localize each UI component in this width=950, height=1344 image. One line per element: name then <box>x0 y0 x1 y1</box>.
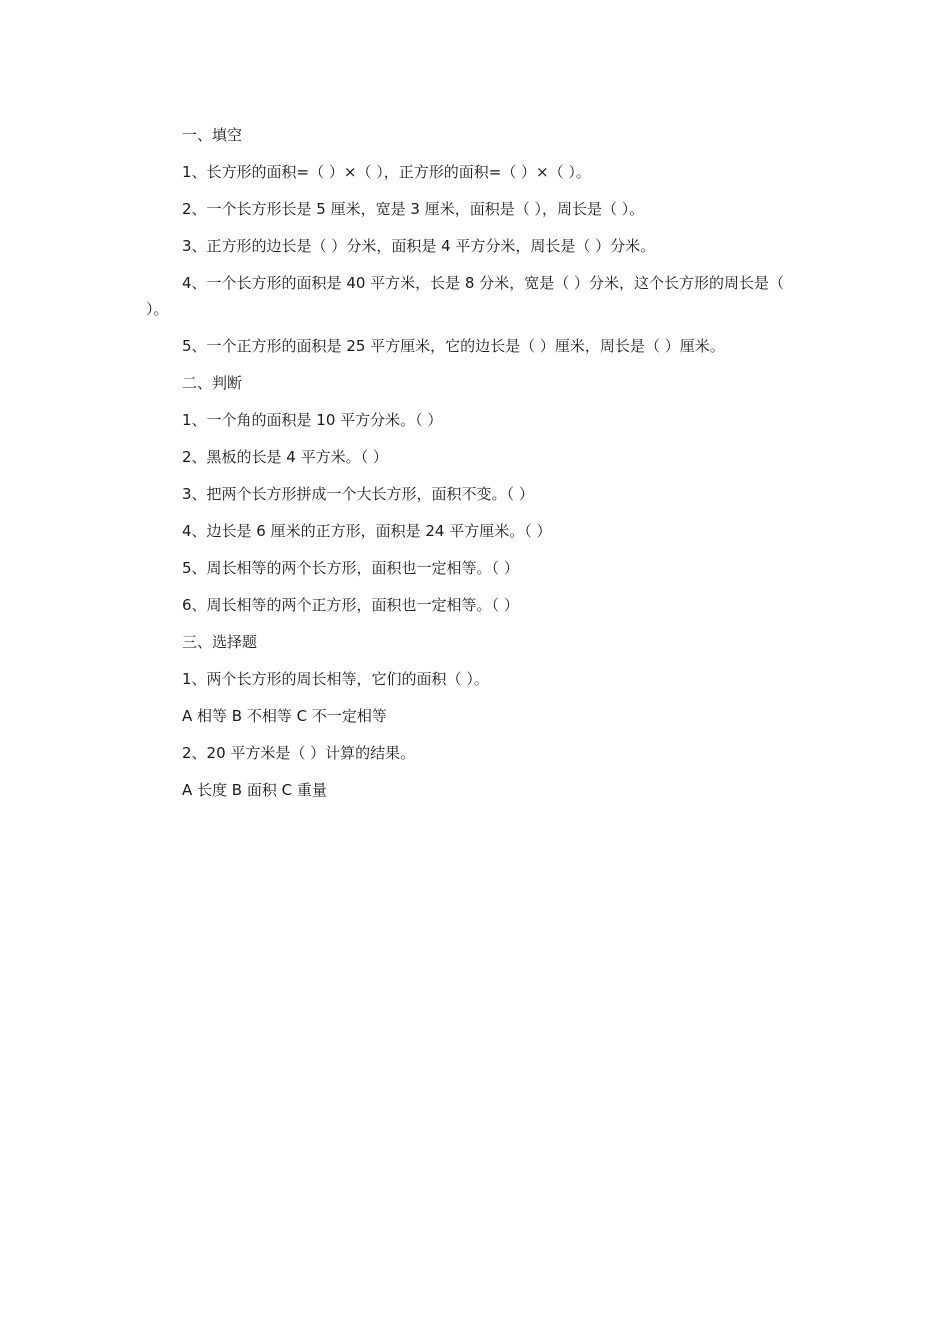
choice-question-1-options: A 相等 B 不相等 C 不一定相等 <box>182 707 387 725</box>
choice-question-2: 2、20 平方米是（ ）计算的结果。 <box>182 744 416 762</box>
fill-in-question-2: 2、一个长方形长是 5 厘米，宽是 3 厘米，面积是（ ），周长是（ ）。 <box>182 200 645 218</box>
worksheet-content <box>146 122 806 814</box>
true-false-question-6: 6、周长相等的两个正方形，面积也一定相等。（ ） <box>182 596 519 614</box>
fill-in-question-3: 3、正方形的边长是（ ）分米，面积是 4 平方分米，周长是（ ）分米。 <box>182 237 656 255</box>
section-title-fill-in: 一、填空 <box>182 126 243 144</box>
section-title-multiple-choice: 三、选择题 <box>182 633 258 651</box>
true-false-question-5: 5、周长相等的两个长方形，面积也一定相等。（ ） <box>182 559 519 577</box>
true-false-question-4: 4、边长是 6 厘米的正方形，面积是 24 平方厘米。（ ） <box>182 522 552 540</box>
choice-question-2-options: A 长度 B 面积 C 重量 <box>182 781 327 799</box>
true-false-question-2: 2、黑板的长是 4 平方米。（ ） <box>182 448 388 466</box>
true-false-question-3: 3、把两个长方形拼成一个大长方形，面积不变。（ ） <box>182 485 534 503</box>
true-false-question-1: 1、一个角的面积是 10 平方分米。（ ） <box>182 411 443 429</box>
fill-in-question-1: 1、长方形的面积=（ ）×（ ），正方形的面积=（ ）×（ ）。 <box>182 163 591 181</box>
fill-in-question-5: 5、一个正方形的面积是 25 平方厘米，它的边长是（ ）厘米，周长是（ ）厘米。 <box>182 337 725 355</box>
fill-in-question-4: 4、一个长方形的面积是 40 平方米，长是 8 分米，宽是（ ）分米，这个长方形的周长是（ ）。 <box>146 274 785 318</box>
section-title-true-false: 二、判断 <box>182 374 243 392</box>
choice-question-1: 1、两个长方形的周长相等，它们的面积（ ）。 <box>182 670 489 688</box>
